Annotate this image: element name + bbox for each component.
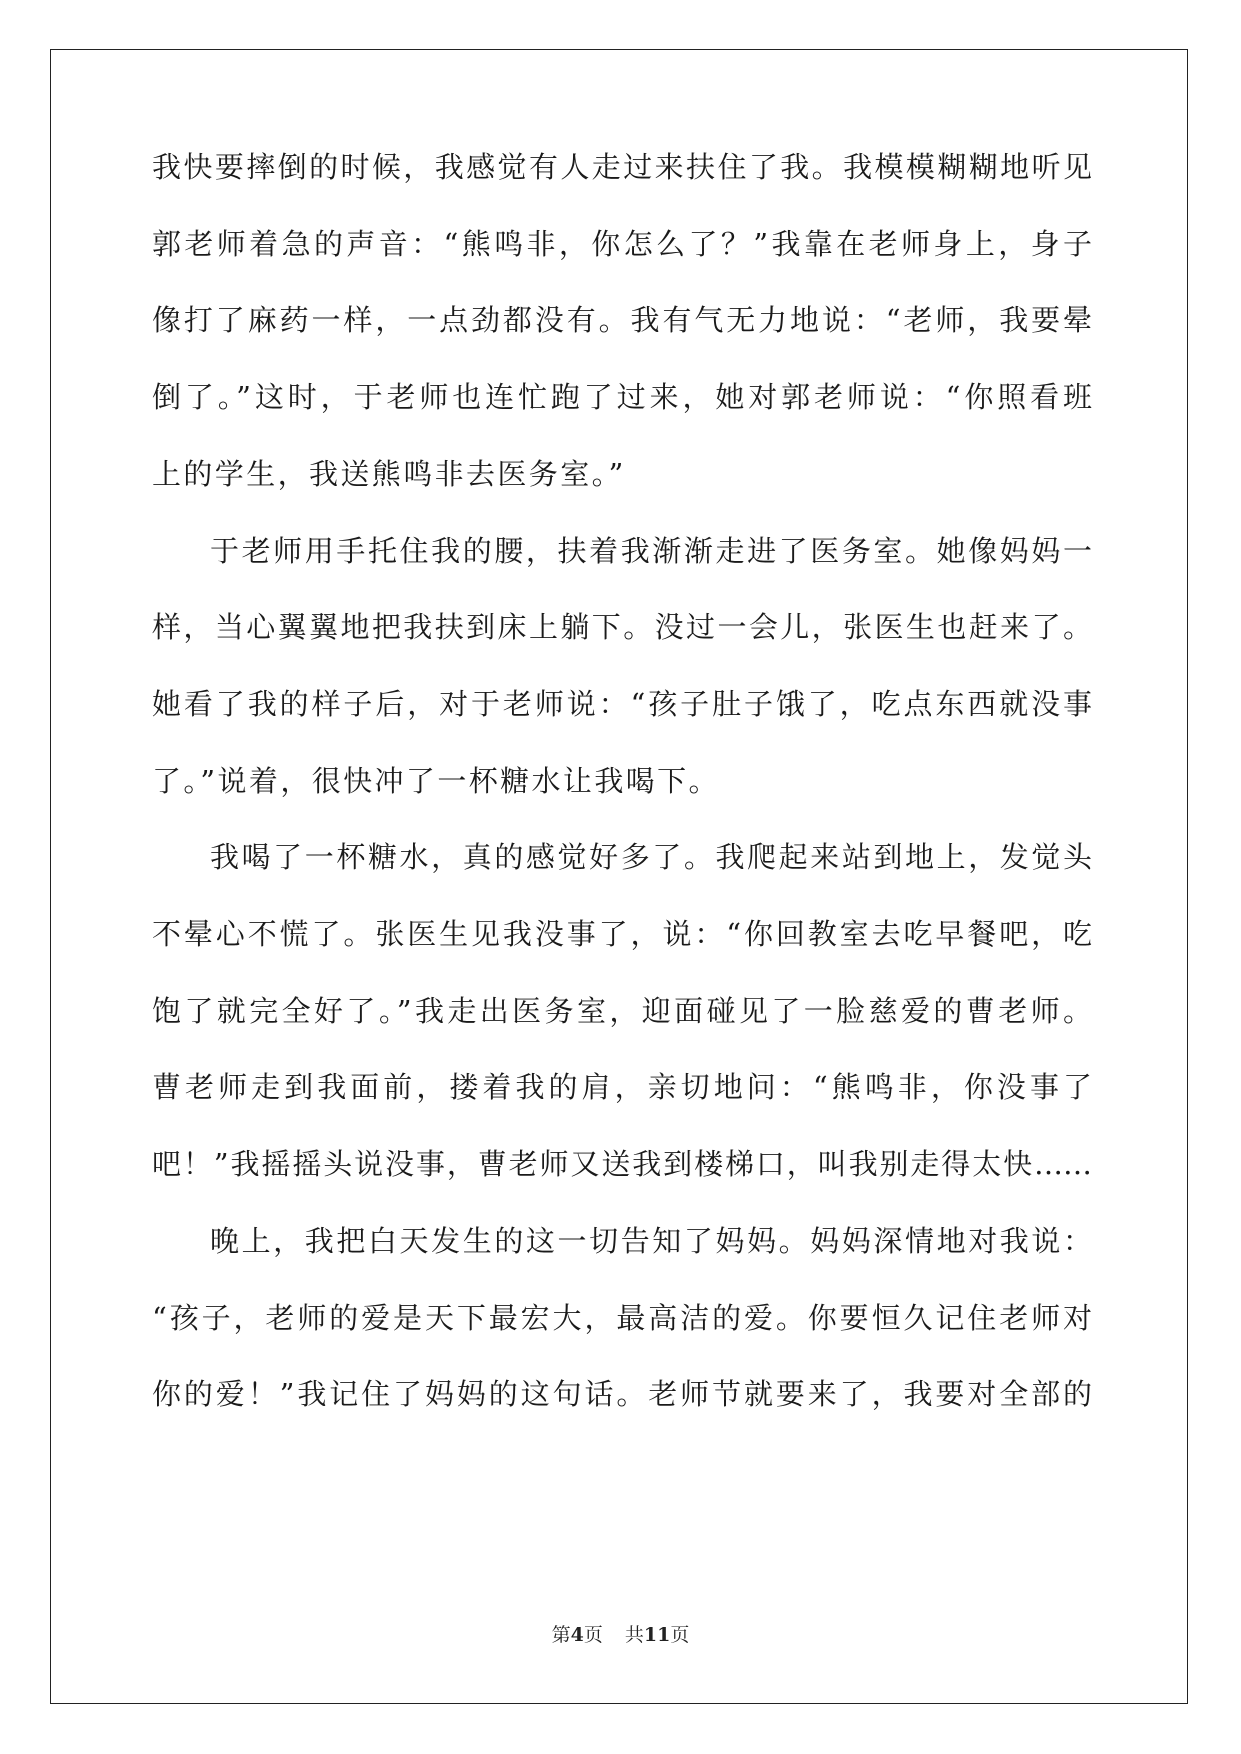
paragraph-first-line: 我喝了一杯糖水，真的感觉好多了。我爬起来站到地上，发觉头 (210, 840, 1092, 874)
text-line: 样，当心翼翼地把我扶到床上躺下。没过一会儿，张医生也赶来了。 (152, 610, 1092, 644)
total-prefix: 共 (624, 1624, 644, 1646)
text-line: 吧！”我摇摇头说没事，曹老师又送我到楼梯口，叫我别走得太快…… (152, 1147, 1092, 1181)
text-line: 饱了就完全好了。”我走出医务室，迎面碰见了一脸慈爱的曹老师。 (152, 994, 1092, 1028)
paragraph-first-line: 于老师用手托住我的腰，扶着我渐渐走进了医务室。她像妈妈一 (210, 534, 1092, 568)
paragraph-first-line: 晚上，我把白天发生的这一切告知了妈妈。妈妈深情地对我说： (210, 1224, 1092, 1258)
text-line: 郭老师着急的声音：“熊鸣非，你怎么了？”我靠在老师身上，身子 (152, 227, 1092, 261)
page-footer (0, 1623, 1241, 1647)
total-suffix: 页 (670, 1624, 690, 1646)
text-line: 倒了。”这时，于老师也连忙跑了过来，她对郭老师说：“你照看班 (152, 380, 1092, 414)
text-line: 像打了麻药一样，一点劲都没有。我有气无力地说：“老师，我要晕 (152, 303, 1092, 337)
page-suffix: 页 (583, 1624, 603, 1646)
text-line: 曹老师走到我面前，搂着我的肩，亲切地问：“熊鸣非，你没事了 (152, 1070, 1092, 1104)
page-number: 4 (570, 1624, 584, 1646)
text-line: 不晕心不慌了。张医生见我没事了，说：“你回教室去吃早餐吧，吃 (152, 917, 1092, 951)
text-line: 我快要摔倒的时候，我感觉有人走过来扶住了我。我模模糊糊地听见 (152, 150, 1092, 184)
text-line: 上的学生，我送熊鸣非去医务室。” (152, 457, 626, 491)
text-line: 你的爱！”我记住了妈妈的这句话。老师节就要来了，我要对全部的 (152, 1377, 1092, 1411)
total-pages: 11 (643, 1624, 671, 1646)
text-line: “孩子，老师的爱是天下最宏大，最高洁的爱。你要恒久记住老师对 (152, 1301, 1092, 1335)
page-prefix: 第 (551, 1624, 571, 1646)
text-line: 了。”说着，很快冲了一杯糖水让我喝下。 (152, 764, 720, 798)
text-line: 她看了我的样子后，对于老师说：“孩子肚子饿了，吃点东西就没事 (152, 687, 1092, 721)
